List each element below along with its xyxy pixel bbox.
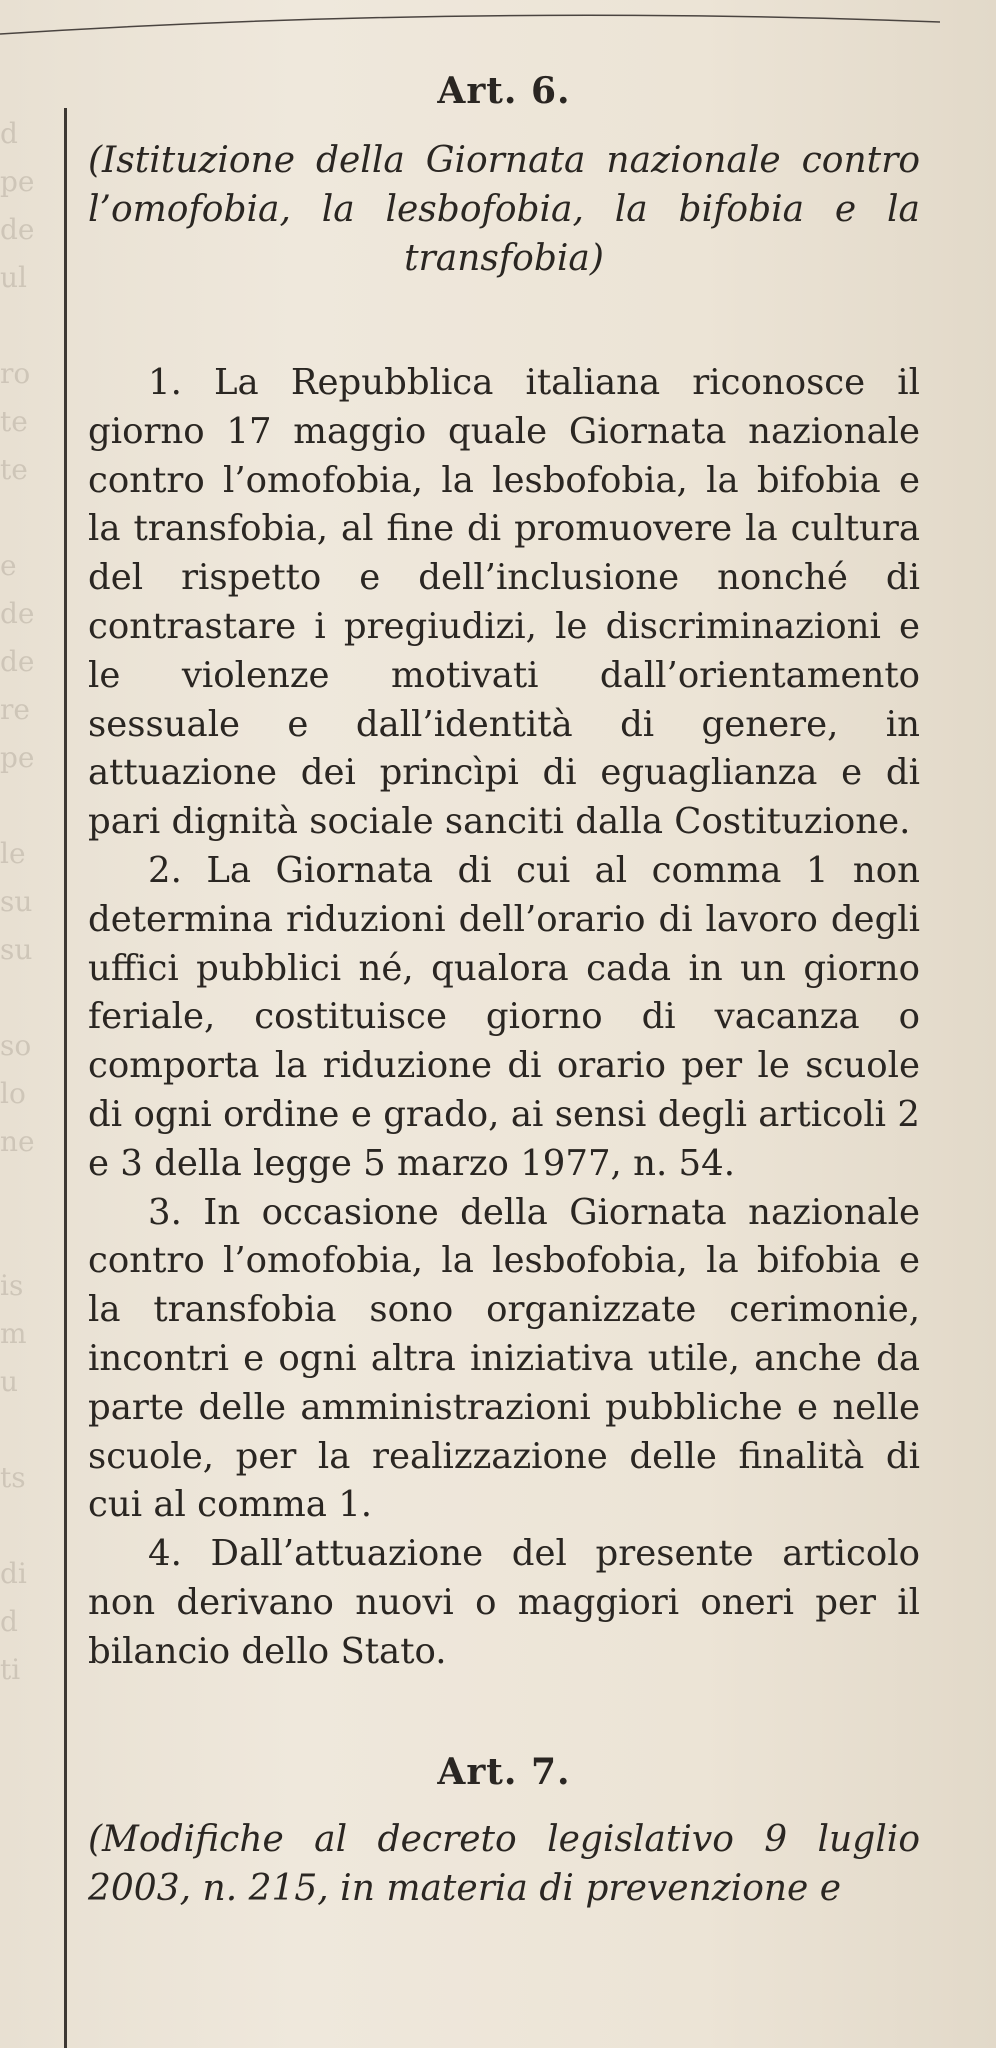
paragraph-comma-3: 3. In occasione della Giornata nazionale contro l’omofobia, la lesbofobia, la bifobia e la transfobia sono organizzate cerimonie, incontri e ogni altra iniziativa utile, anche da parte delle amministrazioni pubbliche e nelle scuole, per la realizzazione delle finalità di cui al comma 1. <box>88 1191 920 1526</box>
ghost-fragment: m <box>0 1317 27 1350</box>
ghost-fragment <box>0 1406 48 1454</box>
ghost-fragment: d <box>0 117 18 150</box>
ghost-fragment: te <box>0 405 28 438</box>
ghost-fragment: d <box>0 1605 18 1638</box>
ghost-fragment: te <box>0 453 28 486</box>
ghost-fragment: lo <box>0 1077 26 1110</box>
ghost-fragment: so <box>0 1029 32 1062</box>
ghost-fragment: su <box>0 885 33 918</box>
ghost-fragment <box>0 494 48 542</box>
ghost-fragment: di <box>0 1557 27 1590</box>
ghost-fragment <box>0 782 48 830</box>
paragraph-comma-4: 4. Dall’attuazione del presente articolo non derivano nuovi o maggiori oneri per il bilancio dello Stato. <box>88 1533 920 1672</box>
article-7 <box>88 1751 920 1913</box>
ghost-fragment <box>0 1214 48 1262</box>
ghost-fragment <box>0 1166 48 1214</box>
ghost-fragment: ti <box>0 1653 21 1686</box>
margin-rule <box>64 108 67 2048</box>
facing-page-bleed <box>0 110 48 1694</box>
ghost-fragment: pe <box>0 741 35 774</box>
ghost-fragment: de <box>0 213 35 246</box>
article-6 <box>88 70 920 1677</box>
ghost-fragment: re <box>0 693 30 726</box>
ghost-fragment: le <box>0 837 26 870</box>
article-heading: Art. 7. <box>437 1750 571 1793</box>
article-subtitle: (Modifiche al decreto legislativo 9 luglio 2003, n. 215, in materia di prevenzione e <box>88 1818 920 1909</box>
ghost-fragment: de <box>0 597 35 630</box>
ghost-fragment: de <box>0 645 35 678</box>
page-top-rule <box>0 8 940 38</box>
ghost-fragment: is <box>0 1269 24 1302</box>
article-heading: Art. 6. <box>437 70 571 112</box>
ghost-fragment: ts <box>0 1461 26 1494</box>
ghost-fragment: ne <box>0 1125 35 1158</box>
ghost-fragment: u <box>0 1365 19 1398</box>
article-subtitle: (Istituzione della Giornata nazionale contro l’omofobia, la lesbofobia, la bifobia e la transfobia) <box>88 140 920 279</box>
document-page <box>88 70 920 1913</box>
ghost-fragment <box>0 302 48 350</box>
paragraph-comma-2: 2. La Giornata di cui al comma 1 non determina riduzioni dell’orario di lavoro degli uffici pubblici né, qualora cada in un giorno feriale, costituisce giorno di vacanza o comporta la riduzione di orario per le scuole di ogni ordine e grado, ai sensi degli articoli 2 e 3 della legge 5 marzo 1977, n. 54. <box>88 849 920 1184</box>
ghost-fragment: e <box>0 549 17 582</box>
ghost-fragment <box>0 1502 48 1550</box>
ghost-fragment: ul <box>0 261 27 294</box>
ghost-fragment <box>0 974 48 1022</box>
ghost-fragment: ro <box>0 357 31 390</box>
paragraph-comma-1: 1. La Repubblica italiana riconosce il giorno 17 maggio quale Giornata nazionale contro l’omofobia, la lesbofobia, la bifobia e la transfobia, al fine di promuovere la cultura del rispetto e dell’inclusione nonché di contrastare i pregiudizi, le discriminazioni e le violenze motivati dall’orientamento sessuale e dall’identità di genere, in attuazione dei princìpi di eguaglianza e di pari dignità sociale sanciti dalla Costituzione. <box>88 362 920 843</box>
ghost-fragment: su <box>0 933 33 966</box>
ghost-fragment: pe <box>0 165 35 198</box>
